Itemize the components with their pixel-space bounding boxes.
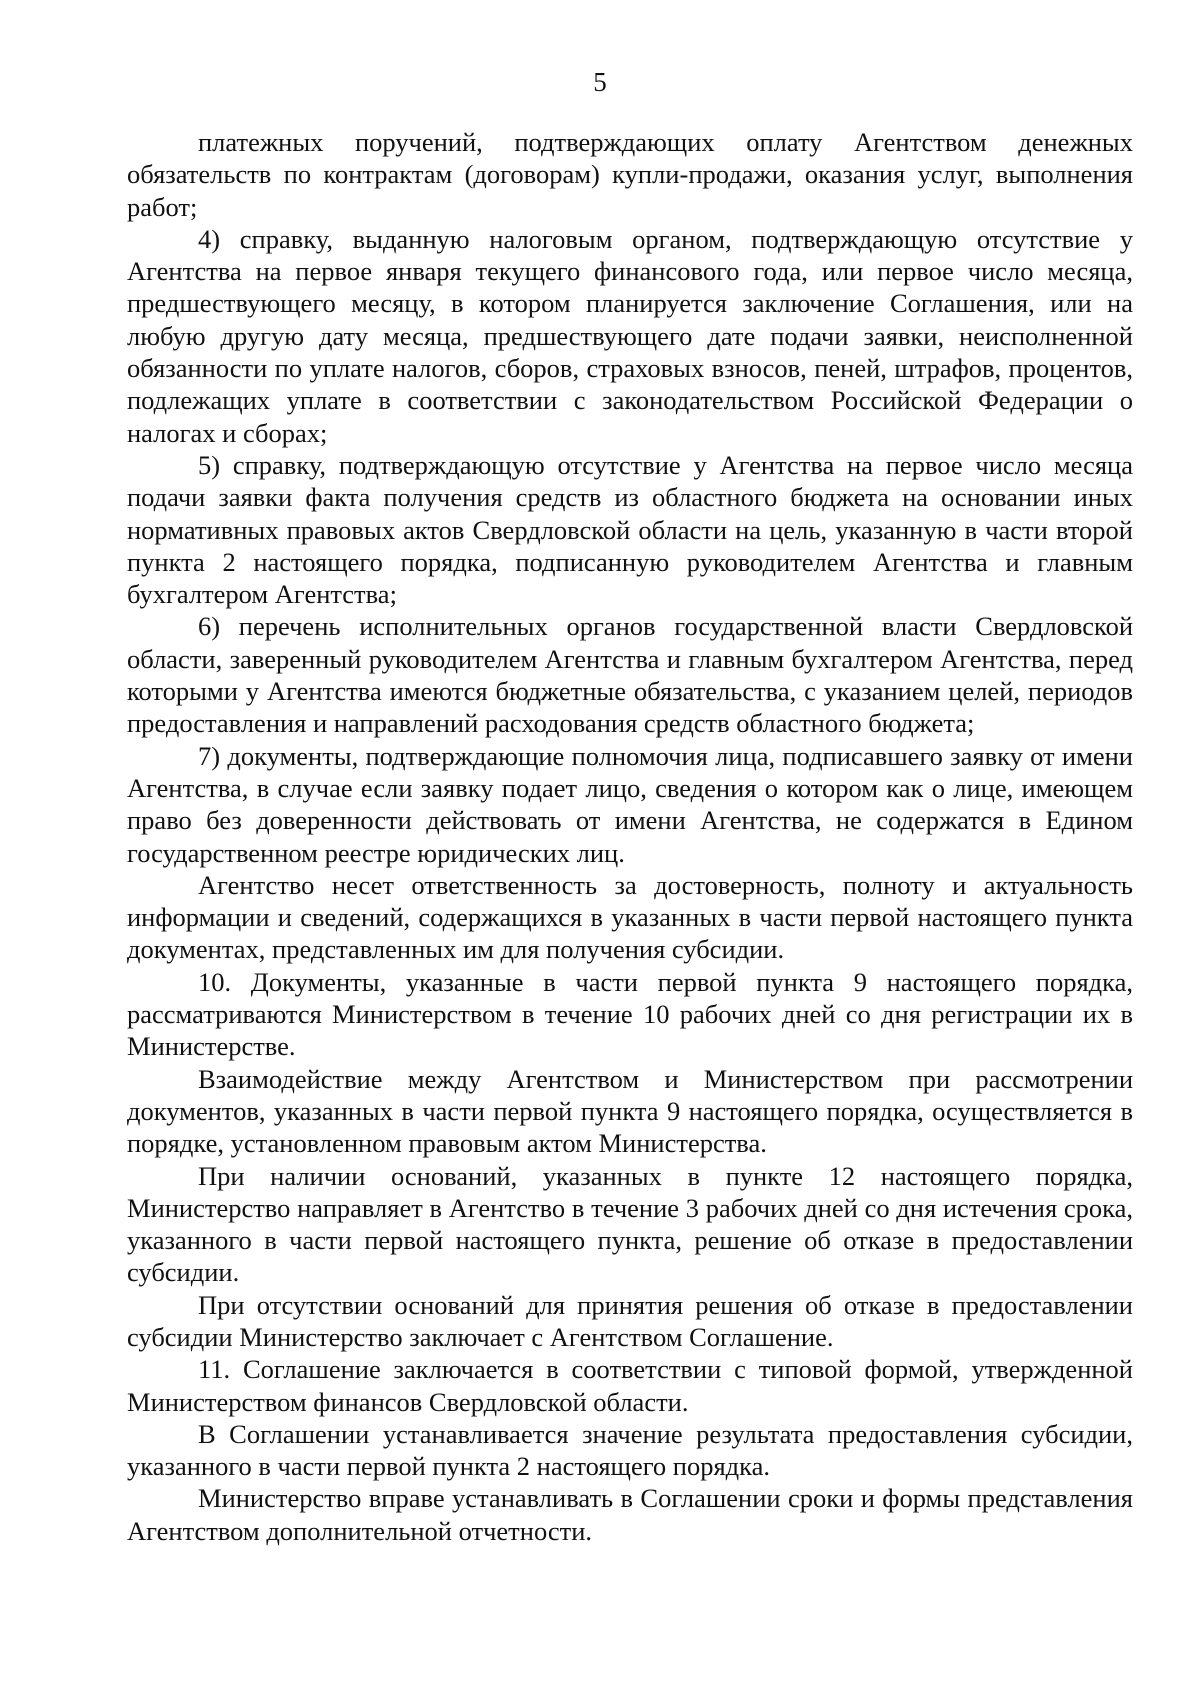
paragraph-item-6-authorities-list: 6) перечень исполнительных органов государственной власти Свердловской области, заверенный руководителем Агентства и главным бухгалтером Агентства, перед которыми у Агентства имеются бюджетные обязательства, с указанием целей, периодов предоставления и направлений расходования средств областного бюджета; (127, 611, 1133, 739)
paragraph-clause-11: 11. Соглашение заключается в соответствии с типовой формой, утвержденной Министерством финансов Свердловской области. (127, 1354, 1133, 1417)
paragraph-refusal-grounds: При наличии оснований, указанных в пункте 12 настоящего порядка, Министерство направляет в Агентство в течение 3 рабочих дней со дня истечения срока, указанного в части первой настоящего пункта, решение об отказе в предоставлении субсидии. (127, 1160, 1133, 1288)
paragraph-item-5-funds-certificate: 5) справку, подтверждающую отсутствие у Агентства на первое число месяца подачи заявки факта получения средств из областного бюджета на основании иных нормативных правовых актов Свердловской области на цель, указанную в части второй пункта 2 настоящего порядка, подписанную руководителем Агентства и главным бухгалтером Агентства; (127, 449, 1133, 610)
paragraph-clause-10: 10. Документы, указанные в части первой пункта 9 настоящего порядка, рассматриваются Министерством в течение 10 рабочих дней со дня регистрации их в Министерстве. (127, 966, 1133, 1062)
paragraph-agreement-conclusion: При отсутствии оснований для принятия решения об отказе в предоставлении субсидии Министерство заключает с Агентством Соглашение. (127, 1289, 1133, 1352)
paragraph-result-value: В Соглашении устанавливается значение результата предоставления субсидии, указанного в части первой пункта 2 настоящего порядка. (127, 1418, 1133, 1482)
paragraph-item-7-authority-documents: 7) документы, подтверждающие полномочия лица, подписавшего заявку от имени Агентства, в случае если заявку подает лицо, сведения о котором как о лице, имеющем право без доверенности действовать от имени Агентства, не содержатся в Едином государственном реестре юридических лиц. (127, 740, 1133, 868)
paragraph-interaction: Взаимодействие между Агентством и Министерством при рассмотрении документов, указанных в части первой пункта 9 настоящего порядка, осуществляется в порядке, установленном правовым актом Министерства. (127, 1063, 1133, 1159)
paragraph-payment-orders: платежных поручений, подтверждающих оплату Агентством денежных обязательств по контрактам (договорам) купли-продажи, оказания услуг, выполнения работ; (127, 127, 1133, 222)
paragraph-additional-reporting: Министерство вправе устанавливать в Соглашении сроки и формы представления Агентством дополнительной отчетности. (127, 1483, 1133, 1546)
page-number: 5 (593, 67, 607, 97)
paragraph-item-4-tax-certificate: 4) справку, выданную налоговым органом, подтверждающую отсутствие у Агентства на первое января текущего финансового года, или первое число месяца, предшествующего месяцу, в котором планируется заключение Соглашения, или на любую другую дату месяца, предшествующего дате подачи заявки, неисполненной обязанности по уплате налогов, сборов, страховых взносов, пеней, штрафов, процентов, подлежащих уплате в соответствии с законодательством Российской Федерации о налогах и сборах; (127, 223, 1133, 448)
paragraph-agency-responsibility: Агентство несет ответственность за достоверность, полноту и актуальность информации и сведений, содержащихся в указанных в части первой настоящего пункта документах, представленных им для получения субсидии. (127, 869, 1133, 965)
document-body (127, 126, 1133, 1547)
